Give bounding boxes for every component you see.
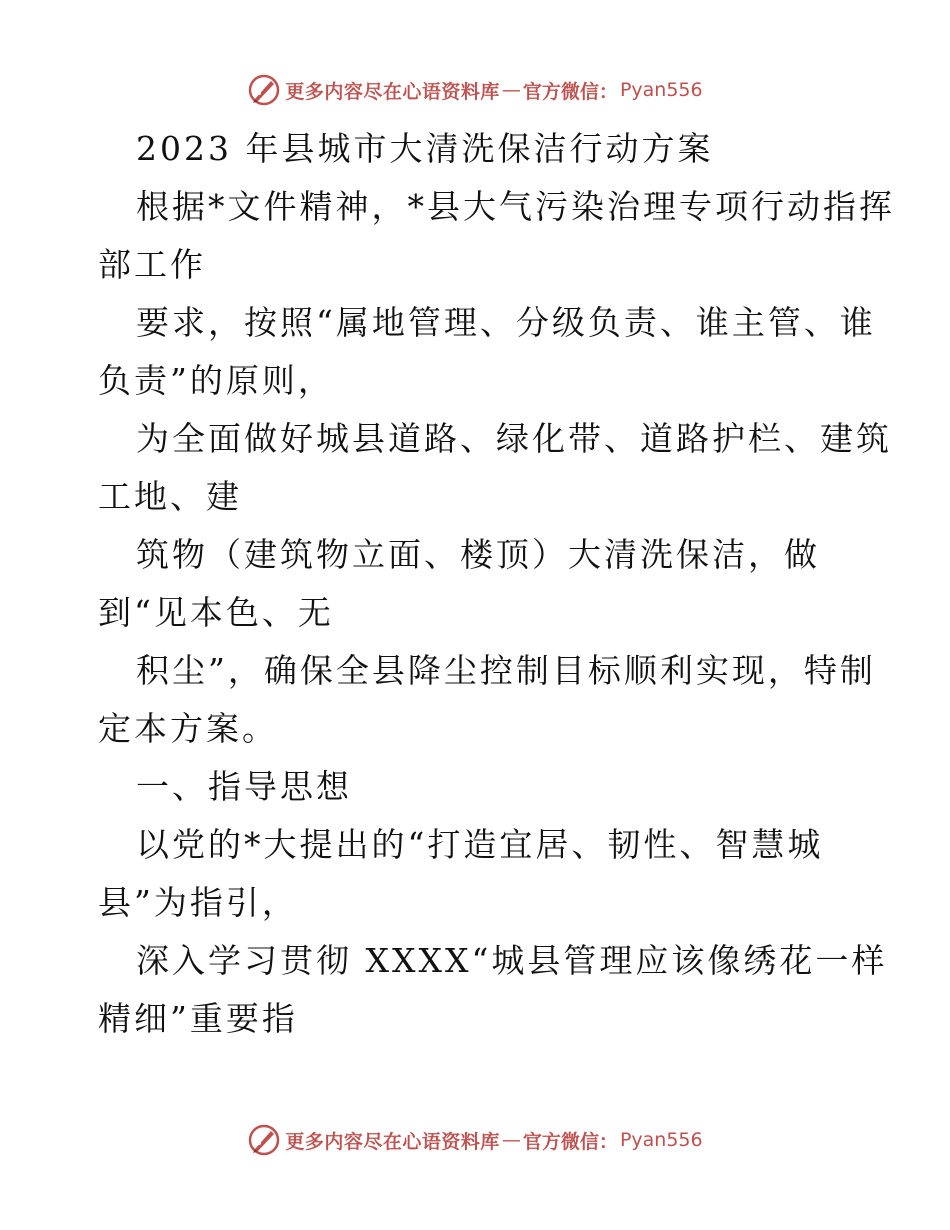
watermark-brand-text: 更多内容尽在心语资料库 — [285, 80, 500, 103]
text-line: 以党的*大提出的“打造宜居、韧性、智慧城 — [136, 825, 824, 864]
watermark-wechat-id: Pyan556 — [619, 1129, 703, 1151]
text-line: 要求，按照“属地管理、分级负责、谁主管、谁 — [136, 303, 876, 342]
watermark-wechat-label: 官方微信： — [522, 1130, 618, 1153]
quill-pen-logo-icon — [247, 1123, 281, 1157]
header-watermark-banner — [0, 70, 950, 110]
watermark-wechat-id: Pyan556 — [619, 79, 703, 101]
text-line: 积尘”，确保全县降尘控制目标顺利实现，特制 — [136, 651, 876, 690]
text-line: 县”为指引， — [98, 883, 298, 922]
document-body — [98, 120, 895, 1048]
footer-watermark-banner — [0, 1120, 950, 1160]
text-line: 定本方案。 — [98, 709, 278, 748]
section-heading: 一、指导思想 — [136, 767, 352, 806]
watermark-brand-text: 更多内容尽在心语资料库 — [285, 1130, 500, 1153]
text-line: 负责”的原则， — [98, 361, 334, 400]
text-line: 筑物（建筑物立面、楼顶）大清洗保洁，做 — [136, 535, 820, 574]
watermark-dash: — — [501, 79, 521, 101]
quill-pen-logo-icon — [247, 73, 281, 107]
watermark-wechat-label: 官方微信： — [522, 80, 618, 103]
text-line: 为全面做好城县道路、绿化带、道路护栏、建筑 — [136, 419, 892, 458]
text-line: 部工作 — [98, 245, 206, 284]
text-line: 深入学习贯彻 XXXX“城县管理应该像绣花一样 — [136, 941, 888, 980]
watermark-dash: — — [501, 1129, 521, 1151]
document-title: 2023 年县城市大清洗保洁行动方案 — [136, 129, 714, 168]
text-line: 到“见本色、无 — [98, 593, 334, 632]
text-line: 精细”重要指 — [98, 999, 298, 1038]
text-line: 工地、建 — [98, 477, 242, 516]
text-line: 根据*文件精神，*县大气污染治理专项行动指挥 — [136, 187, 895, 226]
